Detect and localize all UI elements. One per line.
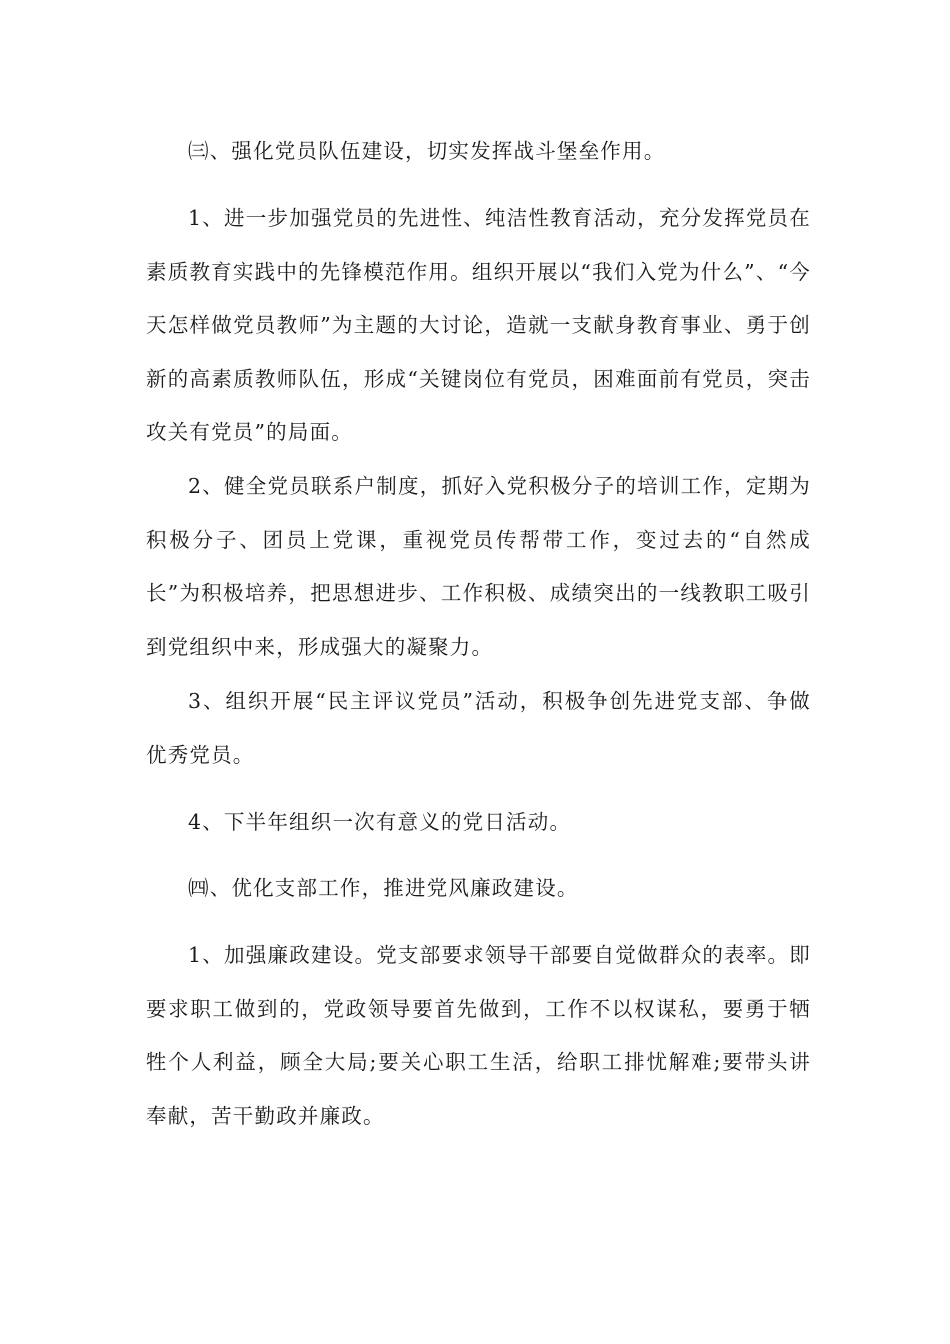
paragraph-3-1: 1、进一步加强党员的先进性、纯洁性教育活动，充分发挥党员在素质教育实践中的先锋模范作用。组织开展以“我们入党为什么”、“今天怎样做党员教师”为主题的大讨论，造就一支献身教育事业、勇于创新的高素质教师队伍，形成“关键岗位有党员，困难面前有党员，突击攻关有党员”的局面。 — [146, 206, 811, 444]
paragraph-3-3: 3、组织开展“民主评议党员”活动，积极争创先进党支部、争做优秀党员。 — [146, 689, 811, 767]
paragraph-3-2: 2、健全党员联系户制度，抓好入党积极分子的培训工作，定期为积极分子、团员上党课，重视党员传帮带工作，变过去的“自然成长”为积极培养，把思想进步、工作积极、成绩突出的一线教职工吸引到党组织中来，形成强大的凝聚力。 — [146, 474, 811, 659]
section-heading-4: ㈣、优化支部工作，推进党风廉政建设。 — [188, 876, 579, 900]
paragraph-4-1: 1、加强廉政建设。党支部要求领导干部要自觉做群众的表率。即要求职工做到的，党政领导要首先做到，工作不以权谋私，要勇于牺牲个人利益，顾全大局;要关心职工生活，给职工排忧解难;要带头讲奉献，苦干勤政并廉政。 — [146, 943, 811, 1128]
section-heading-3: ㈢、强化党员队伍建设，切实发挥战斗堡垒作用。 — [188, 139, 666, 163]
paragraph-3-4: 4、下半年组织一次有意义的党日活动。 — [188, 810, 572, 834]
